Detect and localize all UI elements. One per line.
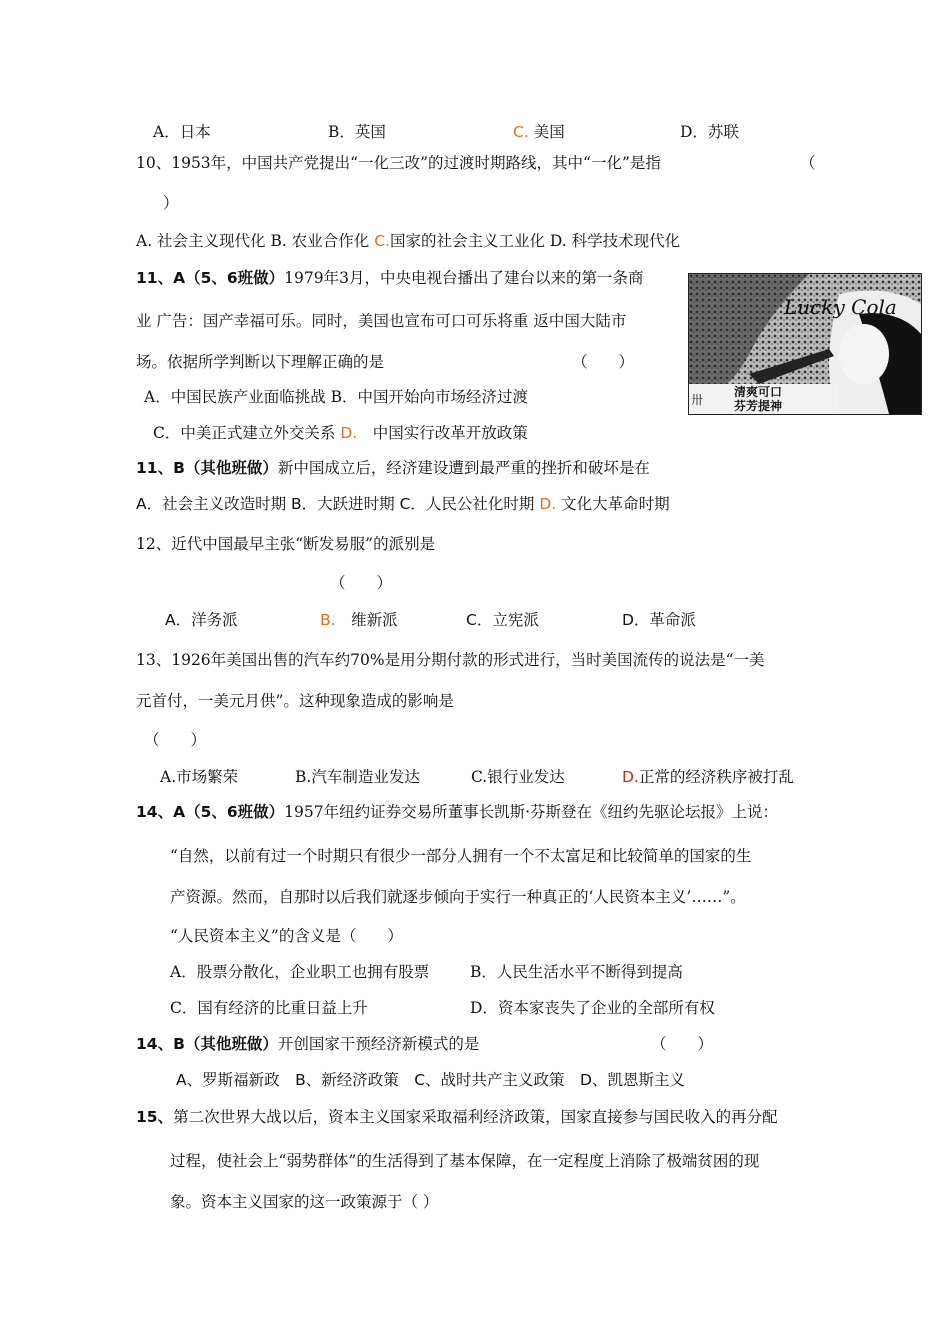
q14a-stem: 14、A（5、6班做）1957年纽约证券交易所董事长凯斯·芬斯登在《纽约先驱论坛报》上说： bbox=[136, 803, 779, 821]
q15-stem-line3: 象。资本主义国家的这一政策源于（ ） bbox=[170, 1193, 439, 1211]
q12-option-c: C．立宪派 bbox=[466, 611, 539, 629]
lucky-cola-advertisement-image bbox=[688, 273, 922, 415]
q13-paren: （ ） bbox=[144, 731, 207, 749]
q11a-options-ab: A．中国民族产业面临挑战 B．中国开始向市场经济过渡 bbox=[144, 388, 529, 406]
ad-caption-1: 清爽可口 bbox=[734, 385, 783, 399]
q14a-quote-line1: “自然，以前有过一个时期只有很少一部分人拥有一个不太富足和比较简单的国家的生 bbox=[170, 847, 752, 865]
q9-option-b: B．英国 bbox=[328, 123, 386, 141]
ad-caption-2: 芬芳提神 bbox=[734, 399, 783, 413]
ad-corner-mark: 卅 bbox=[691, 393, 704, 407]
q13-option-b: B.汽车制造业发达 bbox=[295, 768, 420, 786]
q9-option-c: C. 美国 bbox=[513, 123, 565, 141]
q12-answer-key: B. bbox=[320, 611, 336, 629]
q14b-number: 14、B（其他班做） bbox=[136, 1035, 278, 1053]
q11a-answer-key: D. bbox=[340, 424, 358, 442]
ad-brand-text: Lucky Cola bbox=[784, 295, 897, 319]
q11a-number: 11、A（5、6班做） bbox=[136, 269, 285, 287]
q15-stem: 15、第二次世界大战以后，资本主义国家采取福利经济政策，国家直接参与国民收入的再分配 bbox=[136, 1108, 778, 1126]
q11a-stem-line2: 业 广告：国产幸福可乐。同时，美国也宣布可口可乐将重 返中国大陆市 bbox=[136, 312, 627, 330]
q13-option-d: D.正常的经济秩序被打乱 bbox=[622, 768, 794, 786]
q11b-number: 11、B（其他班做） bbox=[136, 459, 278, 477]
q11b-answer-key: D. bbox=[539, 495, 557, 513]
q10-stem: 10、1953年，中国共产党提出“一化三改”的过渡时期路线，其中“一化”是指 bbox=[136, 154, 661, 172]
q15-number: 15、 bbox=[136, 1108, 174, 1126]
q11a-options-cd: C．中美正式建立外交关系 D. 中国实行改革开放政策 bbox=[153, 424, 528, 442]
q12-option-a: A．洋务派 bbox=[165, 611, 238, 629]
q11b-options: A．社会主义改造时期 B．大跃进时期 C．人民公社化时期 D. 文化大革命时期 bbox=[136, 495, 670, 513]
q10-paren-open: （ bbox=[800, 154, 816, 172]
q12-stem: 12、近代中国最早主张“断发易服”的派别是 bbox=[136, 535, 436, 553]
q14a-option-c: C．国有经济的比重日益上升 bbox=[170, 999, 368, 1017]
q9-option-a: A．日本 bbox=[153, 123, 211, 141]
q13-option-a: A.市场繁荣 bbox=[160, 768, 239, 786]
q10-answer-key: C. bbox=[374, 232, 390, 250]
q13-stem: 13、1926年美国出售的汽车约70%是用分期付款的形式进行，当时美国流传的说法是“一美 bbox=[136, 651, 765, 669]
q14b-options: A、罗斯福新政 B、新经济政策 C、战时共产主义政策 D、凯恩斯主义 bbox=[176, 1071, 685, 1089]
q9-option-d: D．苏联 bbox=[680, 123, 739, 141]
q11b-stem: 11、B（其他班做）新中国成立后，经济建设遭到最严重的挫折和破坏是在 bbox=[136, 459, 650, 477]
q15-stem-line2: 过程，使社会上“弱势群体”的生活得到了基本保障，在一定程度上消除了极端贫困的现 bbox=[170, 1152, 760, 1170]
q9-answer-key: C. bbox=[513, 123, 529, 141]
q11a-stem: 11、A（5、6班做）1979年3月，中央电视台播出了建台以来的第一条商 bbox=[136, 269, 644, 287]
q13-answer-key: D. bbox=[622, 768, 639, 786]
q11a-stem-line3: 场。依据所学判断以下理解正确的是 bbox=[136, 353, 385, 371]
q13-option-c: C.银行业发达 bbox=[471, 768, 565, 786]
q14a-question: “人民资本主义”的含义是（ ） bbox=[170, 927, 403, 945]
q14a-number: 14、A（5、6班做） bbox=[136, 803, 285, 821]
q14a-quote-line2: 产资源。然而，自那时以后我们就逐步倾向于实行一种真正的‘人民资本主义’……”。 bbox=[170, 888, 746, 906]
q12-option-d: D．革命派 bbox=[622, 611, 696, 629]
q12-paren: （ ） bbox=[330, 574, 393, 592]
q14b-paren: （ ） bbox=[651, 1035, 714, 1053]
q14a-option-b: B．人民生活水平不断得到提高 bbox=[470, 963, 683, 981]
q14b-stem: 14、B（其他班做）开创国家干预经济新模式的是 bbox=[136, 1035, 480, 1053]
q11a-paren: （ ） bbox=[572, 353, 635, 371]
q14a-option-a: A．股票分散化，企业职工也拥有股票 bbox=[170, 963, 430, 981]
q12-option-b: B. 维新派 bbox=[320, 611, 398, 629]
q10-paren-close: ） bbox=[163, 194, 179, 212]
q13-stem-line2: 元首付，一美元月供”。这种现象造成的影响是 bbox=[136, 692, 454, 710]
q10-options: A. 社会主义现代化 B. 农业合作化 C.国家的社会主义工业化 D. 科学技术现代化 bbox=[136, 232, 681, 250]
q14a-option-d: D．资本家丧失了企业的全部所有权 bbox=[470, 999, 715, 1017]
